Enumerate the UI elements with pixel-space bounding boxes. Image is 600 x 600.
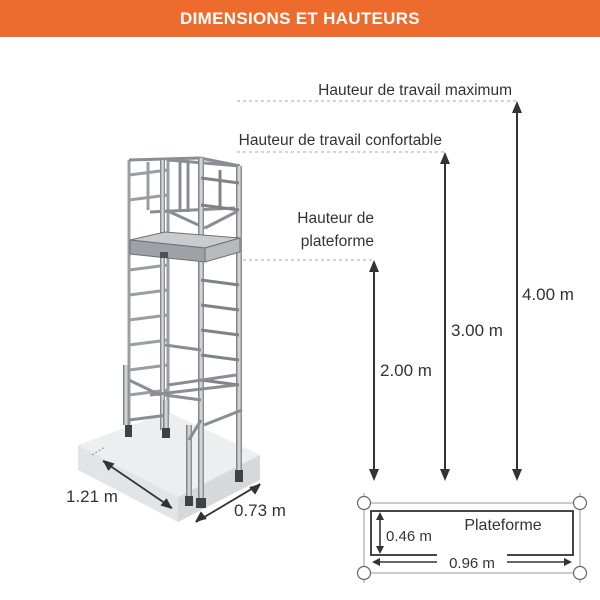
comfort-height-arrow — [440, 152, 450, 481]
base-width-label: 0.73 m — [234, 501, 286, 520]
platform-depth-label: 0.46 m — [386, 528, 432, 545]
comfort-height-value: 3.00 m — [451, 321, 503, 340]
stabilizer-back — [162, 400, 170, 438]
caster-bottom-right — [574, 567, 587, 580]
guard-rails — [129, 158, 240, 228]
platform-height-arrow — [369, 260, 379, 481]
max-height-arrow — [512, 101, 522, 481]
banner-title: DIMENSIONS ET HAUTEURS — [180, 8, 420, 28]
max-height-title: Hauteur de travail maximum — [318, 82, 512, 99]
platform-width-label: 0.96 m — [449, 555, 495, 572]
base-length-label: 1.21 m — [66, 487, 118, 506]
platform-height-title-line1: Hauteur de — [297, 210, 374, 227]
max-height-value: 4.00 m — [522, 285, 574, 304]
caster-top-left — [358, 497, 371, 510]
platform-height-title-line2: plateforme — [300, 233, 374, 250]
platform-height-value: 2.00 m — [380, 361, 432, 380]
comfort-height-title: Hauteur de travail confortable — [238, 132, 442, 149]
front-leg-foot — [196, 498, 206, 508]
platform-deck — [130, 232, 240, 262]
platform-title: Plateforme — [464, 517, 542, 534]
scaffold-tower-illustration — [78, 158, 260, 522]
front-frame-rungs — [201, 170, 239, 385]
caster-bottom-left — [358, 567, 371, 580]
caster-top-right — [574, 497, 587, 510]
